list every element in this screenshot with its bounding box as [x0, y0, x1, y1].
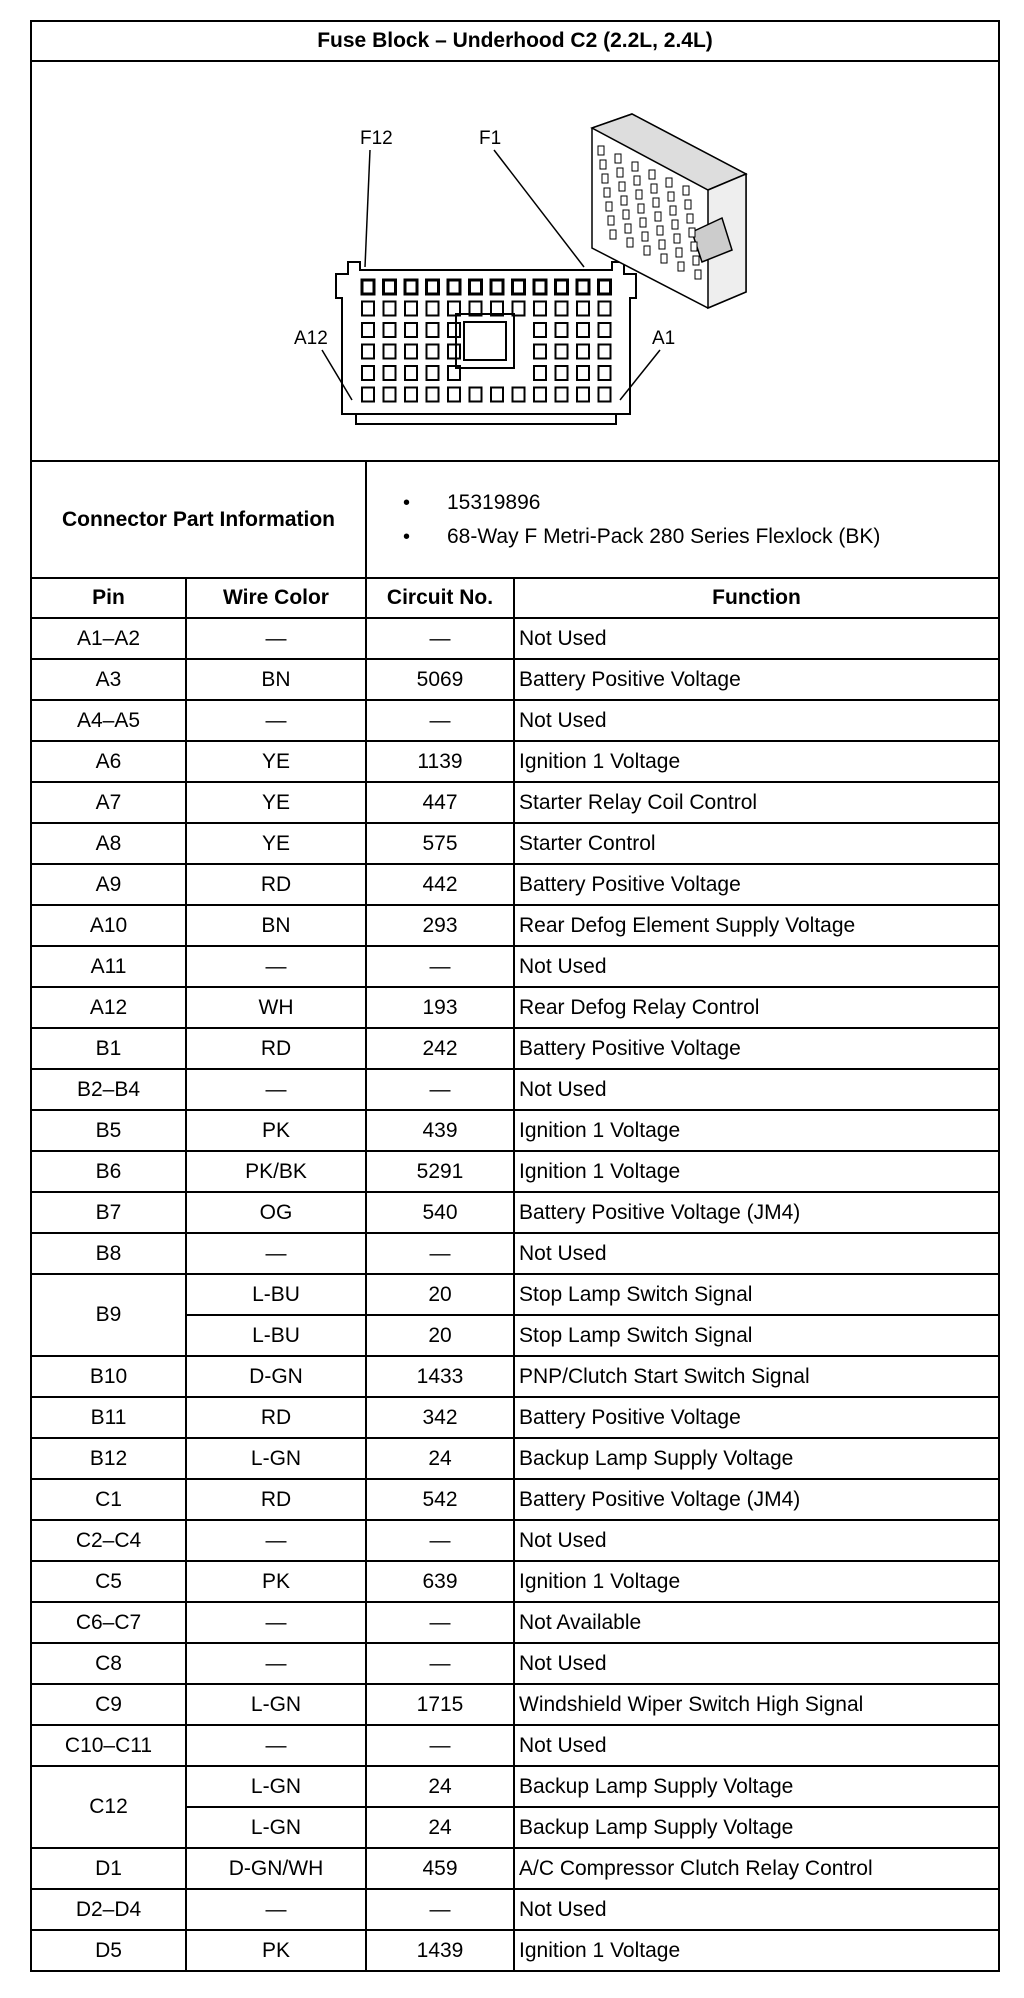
cell-circuit-no: 20: [366, 1315, 514, 1356]
cell-wire-color: RD: [186, 1479, 366, 1520]
cavity: [362, 323, 374, 337]
cell-circuit-no: 442: [366, 864, 514, 905]
cell-circuit-no: —: [366, 700, 514, 741]
cavity: [534, 388, 546, 402]
cell-wire-color: RD: [186, 1028, 366, 1069]
cell-function: Not Used: [514, 1069, 999, 1110]
cavity: [534, 280, 546, 294]
cavity: [427, 323, 439, 337]
cell-function: PNP/Clutch Start Switch Signal: [514, 1356, 999, 1397]
cavity: [362, 302, 374, 316]
cavity: [448, 323, 460, 337]
cell-function: Rear Defog Element Supply Voltage: [514, 905, 999, 946]
table-row: [31, 1684, 999, 1725]
center-latch: [456, 314, 514, 368]
cell-function: Backup Lamp Supply Voltage: [514, 1766, 999, 1807]
cell-circuit-no: 639: [366, 1561, 514, 1602]
table-row: [31, 1520, 999, 1561]
table-header-row: [31, 578, 999, 618]
cell-circuit-no: 575: [366, 823, 514, 864]
cell-circuit-no: —: [366, 1725, 514, 1766]
isometric-cavity: [655, 212, 661, 221]
cell-function: Not Used: [514, 1725, 999, 1766]
isometric-cavity: [676, 248, 682, 257]
cell-pin: A10: [31, 905, 186, 946]
header-wire-color: Wire Color: [186, 578, 366, 618]
cavity: [599, 388, 611, 402]
table-row: [31, 1274, 999, 1315]
connector-description: • 68-Way F Metri-Pack 280 Series Flexlock (BK): [403, 520, 998, 554]
cell-pin: B1: [31, 1028, 186, 1069]
cell-wire-color: PK: [186, 1110, 366, 1151]
table-row: [31, 1438, 999, 1479]
table-row: [31, 905, 999, 946]
cavity: [362, 366, 374, 380]
isometric-cavity: [640, 218, 646, 227]
cell-wire-color: —: [186, 700, 366, 741]
cell-circuit-no: 5069: [366, 659, 514, 700]
isometric-cavity: [598, 146, 604, 155]
isometric-cavity: [670, 206, 676, 215]
cell-pin: A9: [31, 864, 186, 905]
cell-wire-color: L-BU: [186, 1315, 366, 1356]
cell-circuit-no: —: [366, 1602, 514, 1643]
cell-function: Not Used: [514, 700, 999, 741]
cell-function: Not Used: [514, 1233, 999, 1274]
cavity: [556, 323, 568, 337]
cell-circuit-no: 447: [366, 782, 514, 823]
cavity: [534, 302, 546, 316]
cell-function: Battery Positive Voltage: [514, 1397, 999, 1438]
table-row: [31, 1356, 999, 1397]
header-circuit-no: Circuit No.: [366, 578, 514, 618]
cavity: [577, 302, 589, 316]
cell-circuit-no: 459: [366, 1848, 514, 1889]
isometric-cavity: [678, 262, 684, 271]
isometric-cavity: [621, 196, 627, 205]
cell-function: Stop Lamp Switch Signal: [514, 1274, 999, 1315]
isometric-cavity: [604, 188, 610, 197]
connector-isometric: [592, 114, 746, 308]
cavity: [513, 388, 525, 402]
cell-function: Battery Positive Voltage: [514, 864, 999, 905]
cell-wire-color: —: [186, 1602, 366, 1643]
sheet-title: Fuse Block – Underhood C2 (2.2L, 2.4L): [31, 21, 999, 61]
cavity: [384, 280, 396, 294]
cell-wire-color: RD: [186, 1397, 366, 1438]
isometric-cavity: [693, 256, 699, 265]
cell-function: Not Used: [514, 618, 999, 659]
cavity: [556, 366, 568, 380]
cavity: [599, 280, 611, 294]
cell-circuit-no: —: [366, 618, 514, 659]
cavity: [556, 345, 568, 359]
isometric-cavity: [600, 160, 606, 169]
cell-pin: A1–A2: [31, 618, 186, 659]
connector-diagram: [32, 62, 996, 455]
table-row: [31, 1151, 999, 1192]
cell-circuit-no: 193: [366, 987, 514, 1028]
cell-wire-color: L-BU: [186, 1274, 366, 1315]
cell-wire-color: L-GN: [186, 1766, 366, 1807]
cavity: [491, 280, 503, 294]
cell-pin: B2–B4: [31, 1069, 186, 1110]
cell-pin: C9: [31, 1684, 186, 1725]
cell-function: Battery Positive Voltage: [514, 1028, 999, 1069]
cavity: [470, 388, 482, 402]
cell-circuit-no: —: [366, 1069, 514, 1110]
cavity: [405, 323, 417, 337]
cell-function: Backup Lamp Supply Voltage: [514, 1807, 999, 1848]
cavity: [534, 366, 546, 380]
cell-wire-color: —: [186, 1069, 366, 1110]
cell-wire-color: PK: [186, 1930, 366, 1971]
cavity: [577, 345, 589, 359]
cell-circuit-no: 5291: [366, 1151, 514, 1192]
cavity: [448, 388, 460, 402]
cell-wire-color: L-GN: [186, 1684, 366, 1725]
cavity: [556, 302, 568, 316]
cell-function: Ignition 1 Voltage: [514, 1930, 999, 1971]
cavity: [362, 345, 374, 359]
cavity: [556, 280, 568, 294]
isometric-cavity: [674, 234, 680, 243]
cavity: [427, 388, 439, 402]
cell-wire-color: —: [186, 946, 366, 987]
cell-circuit-no: —: [366, 1889, 514, 1930]
isometric-cavity: [627, 238, 633, 247]
cell-circuit-no: 24: [366, 1807, 514, 1848]
leader-a1: [620, 350, 660, 400]
cell-pin: C8: [31, 1643, 186, 1684]
cavity: [448, 345, 460, 359]
table-row: [31, 1848, 999, 1889]
isometric-cavity: [672, 220, 678, 229]
table-row: [31, 1766, 999, 1807]
cell-wire-color: YE: [186, 823, 366, 864]
isometric-cavity: [615, 154, 621, 163]
cavity: [448, 280, 460, 294]
table-row: [31, 1397, 999, 1438]
cell-pin: D5: [31, 1930, 186, 1971]
isometric-cavity: [689, 228, 695, 237]
cell-function: Not Available: [514, 1602, 999, 1643]
cell-function: Backup Lamp Supply Voltage: [514, 1438, 999, 1479]
table-row: [31, 1930, 999, 1971]
cell-circuit-no: 342: [366, 1397, 514, 1438]
table-row: [31, 1110, 999, 1151]
cell-wire-color: —: [186, 618, 366, 659]
table-row: [31, 1192, 999, 1233]
cavity: [577, 366, 589, 380]
isometric-cavity: [651, 184, 657, 193]
cell-pin: A12: [31, 987, 186, 1028]
cavity: [577, 323, 589, 337]
cavity-grid: [362, 280, 611, 402]
table-row: [31, 946, 999, 987]
leader-f12: [365, 150, 370, 267]
cavity: [513, 280, 525, 294]
cell-pin: A6: [31, 741, 186, 782]
cavity: [384, 366, 396, 380]
isometric-cavity: [619, 182, 625, 191]
cell-function: A/C Compressor Clutch Relay Control: [514, 1848, 999, 1889]
cell-function: Battery Positive Voltage (JM4): [514, 1479, 999, 1520]
cell-circuit-no: —: [366, 1520, 514, 1561]
cell-function: Ignition 1 Voltage: [514, 1151, 999, 1192]
cell-function: Not Used: [514, 946, 999, 987]
cell-wire-color: —: [186, 1725, 366, 1766]
isometric-cavity: [661, 254, 667, 263]
cell-pin: B11: [31, 1397, 186, 1438]
cell-pin: B12: [31, 1438, 186, 1479]
cell-wire-color: WH: [186, 987, 366, 1028]
cell-wire-color: —: [186, 1520, 366, 1561]
cell-wire-color: PK/BK: [186, 1151, 366, 1192]
table-row: [31, 1889, 999, 1930]
cell-circuit-no: 1433: [366, 1356, 514, 1397]
cell-circuit-no: —: [366, 1643, 514, 1684]
cell-wire-color: D-GN/WH: [186, 1848, 366, 1889]
isometric-cavity: [653, 198, 659, 207]
cell-pin: A11: [31, 946, 186, 987]
cell-wire-color: —: [186, 1643, 366, 1684]
table-row: [31, 700, 999, 741]
cell-circuit-no: 542: [366, 1479, 514, 1520]
isometric-cavity: [625, 224, 631, 233]
label-f12: F12: [360, 128, 393, 149]
cell-pin: C5: [31, 1561, 186, 1602]
cell-pin: C2–C4: [31, 1520, 186, 1561]
cavity: [599, 345, 611, 359]
isometric-cavity: [623, 210, 629, 219]
cell-wire-color: YE: [186, 782, 366, 823]
cavity: [491, 388, 503, 402]
cell-circuit-no: —: [366, 1233, 514, 1274]
cavity: [599, 366, 611, 380]
cell-function: Ignition 1 Voltage: [514, 741, 999, 782]
cell-function: Ignition 1 Voltage: [514, 1561, 999, 1602]
isometric-cavity: [668, 192, 674, 201]
cell-function: Starter Control: [514, 823, 999, 864]
cavity: [405, 345, 417, 359]
cell-wire-color: —: [186, 1233, 366, 1274]
table-row: [31, 659, 999, 700]
cell-pin: D2–D4: [31, 1889, 186, 1930]
connector-info-label: Connector Part Information: [31, 461, 366, 578]
cavity: [362, 280, 374, 294]
cell-wire-color: RD: [186, 864, 366, 905]
cavity: [384, 302, 396, 316]
label-a1: A1: [652, 328, 676, 349]
table-row: [31, 1479, 999, 1520]
table-row: [31, 987, 999, 1028]
header-function: Function: [514, 578, 999, 618]
cell-function: Windshield Wiper Switch High Signal: [514, 1684, 999, 1725]
cell-circuit-no: 1139: [366, 741, 514, 782]
cell-pin: C12: [31, 1766, 186, 1848]
cell-circuit-no: 24: [366, 1766, 514, 1807]
isometric-cavity: [683, 186, 689, 195]
cavity: [362, 388, 374, 402]
isometric-cavity: [610, 230, 616, 239]
connector-face: [336, 262, 636, 424]
cell-pin: A8: [31, 823, 186, 864]
cell-pin: C1: [31, 1479, 186, 1520]
cavity: [405, 388, 417, 402]
cavity: [405, 366, 417, 380]
isometric-cavity: [649, 170, 655, 179]
isometric-cavity: [691, 242, 697, 251]
cell-pin: D1: [31, 1848, 186, 1889]
table-row: [31, 1561, 999, 1602]
isometric-cavity: [606, 202, 612, 211]
table-row: [31, 1725, 999, 1766]
cell-function: Not Used: [514, 1520, 999, 1561]
cavity: [405, 280, 417, 294]
table-row: [31, 1069, 999, 1110]
cell-pin: B7: [31, 1192, 186, 1233]
cell-wire-color: OG: [186, 1192, 366, 1233]
cavity: [599, 302, 611, 316]
cell-function: Battery Positive Voltage (JM4): [514, 1192, 999, 1233]
cell-circuit-no: 1715: [366, 1684, 514, 1725]
isometric-cavity: [657, 226, 663, 235]
cell-circuit-no: 24: [366, 1438, 514, 1479]
isometric-cavity: [695, 270, 701, 279]
isometric-cavity: [659, 240, 665, 249]
cell-function: Starter Relay Coil Control: [514, 782, 999, 823]
leader-f1: [494, 150, 584, 267]
cell-pin: A7: [31, 782, 186, 823]
connector-info-list: [366, 461, 999, 578]
cell-wire-color: BN: [186, 659, 366, 700]
cell-circuit-no: 1439: [366, 1930, 514, 1971]
cell-pin: C6–C7: [31, 1602, 186, 1643]
connector-part-number: • 15319896: [403, 486, 998, 520]
cell-function: Stop Lamp Switch Signal: [514, 1315, 999, 1356]
cell-wire-color: D-GN: [186, 1356, 366, 1397]
label-a12: A12: [294, 328, 328, 349]
cavity: [384, 323, 396, 337]
cell-pin: B5: [31, 1110, 186, 1151]
label-f1: F1: [479, 128, 502, 149]
isometric-cavity: [634, 176, 640, 185]
cell-circuit-no: 242: [366, 1028, 514, 1069]
cell-wire-color: PK: [186, 1561, 366, 1602]
cell-function: Not Used: [514, 1889, 999, 1930]
header-pin: Pin: [31, 578, 186, 618]
cell-wire-color: BN: [186, 905, 366, 946]
connector-figure-cell: [31, 61, 999, 461]
isometric-cavity: [636, 190, 642, 199]
table-row: [31, 782, 999, 823]
cell-pin: B9: [31, 1274, 186, 1356]
connector-table: [30, 20, 1000, 1972]
cavity: [427, 280, 439, 294]
table-row: [31, 1602, 999, 1643]
cavity: [577, 388, 589, 402]
cavity: [534, 345, 546, 359]
cell-function: Not Used: [514, 1643, 999, 1684]
connector-sheet: [30, 20, 998, 1972]
cell-pin: B10: [31, 1356, 186, 1397]
cell-circuit-no: 439: [366, 1110, 514, 1151]
cavity: [599, 323, 611, 337]
cell-wire-color: L-GN: [186, 1807, 366, 1848]
cell-circuit-no: —: [366, 946, 514, 987]
isometric-cavity: [638, 204, 644, 213]
cavity: [405, 302, 417, 316]
isometric-cavity: [617, 168, 623, 177]
table-row: [31, 1028, 999, 1069]
cell-pin: A4–A5: [31, 700, 186, 741]
cell-pin: C10–C11: [31, 1725, 186, 1766]
cavity: [427, 345, 439, 359]
cavity: [556, 388, 568, 402]
table-row: [31, 1233, 999, 1274]
cell-circuit-no: 540: [366, 1192, 514, 1233]
isometric-cavity: [666, 178, 672, 187]
cavity: [470, 280, 482, 294]
table-row: [31, 1643, 999, 1684]
cell-function: Ignition 1 Voltage: [514, 1110, 999, 1151]
cavity: [577, 280, 589, 294]
cavity: [427, 366, 439, 380]
cell-pin: B8: [31, 1233, 186, 1274]
cell-function: Rear Defog Relay Control: [514, 987, 999, 1028]
isometric-cavity: [608, 216, 614, 225]
cell-circuit-no: 293: [366, 905, 514, 946]
cell-wire-color: L-GN: [186, 1438, 366, 1479]
cavity: [427, 302, 439, 316]
cavity: [534, 323, 546, 337]
cell-pin: B6: [31, 1151, 186, 1192]
isometric-cavity: [642, 232, 648, 241]
cell-circuit-no: 20: [366, 1274, 514, 1315]
isometric-cavity: [685, 200, 691, 209]
isometric-cavity: [632, 162, 638, 171]
cell-pin: A3: [31, 659, 186, 700]
table-row: [31, 823, 999, 864]
isometric-cavity: [602, 174, 608, 183]
table-row: [31, 618, 999, 659]
leader-a12: [322, 350, 352, 400]
cell-wire-color: YE: [186, 741, 366, 782]
table-row: [31, 741, 999, 782]
isometric-cavity: [644, 246, 650, 255]
isometric-cavity: [687, 214, 693, 223]
cell-wire-color: —: [186, 1889, 366, 1930]
cell-function: Battery Positive Voltage: [514, 659, 999, 700]
cavity: [384, 345, 396, 359]
table-row: [31, 864, 999, 905]
cavity: [384, 388, 396, 402]
